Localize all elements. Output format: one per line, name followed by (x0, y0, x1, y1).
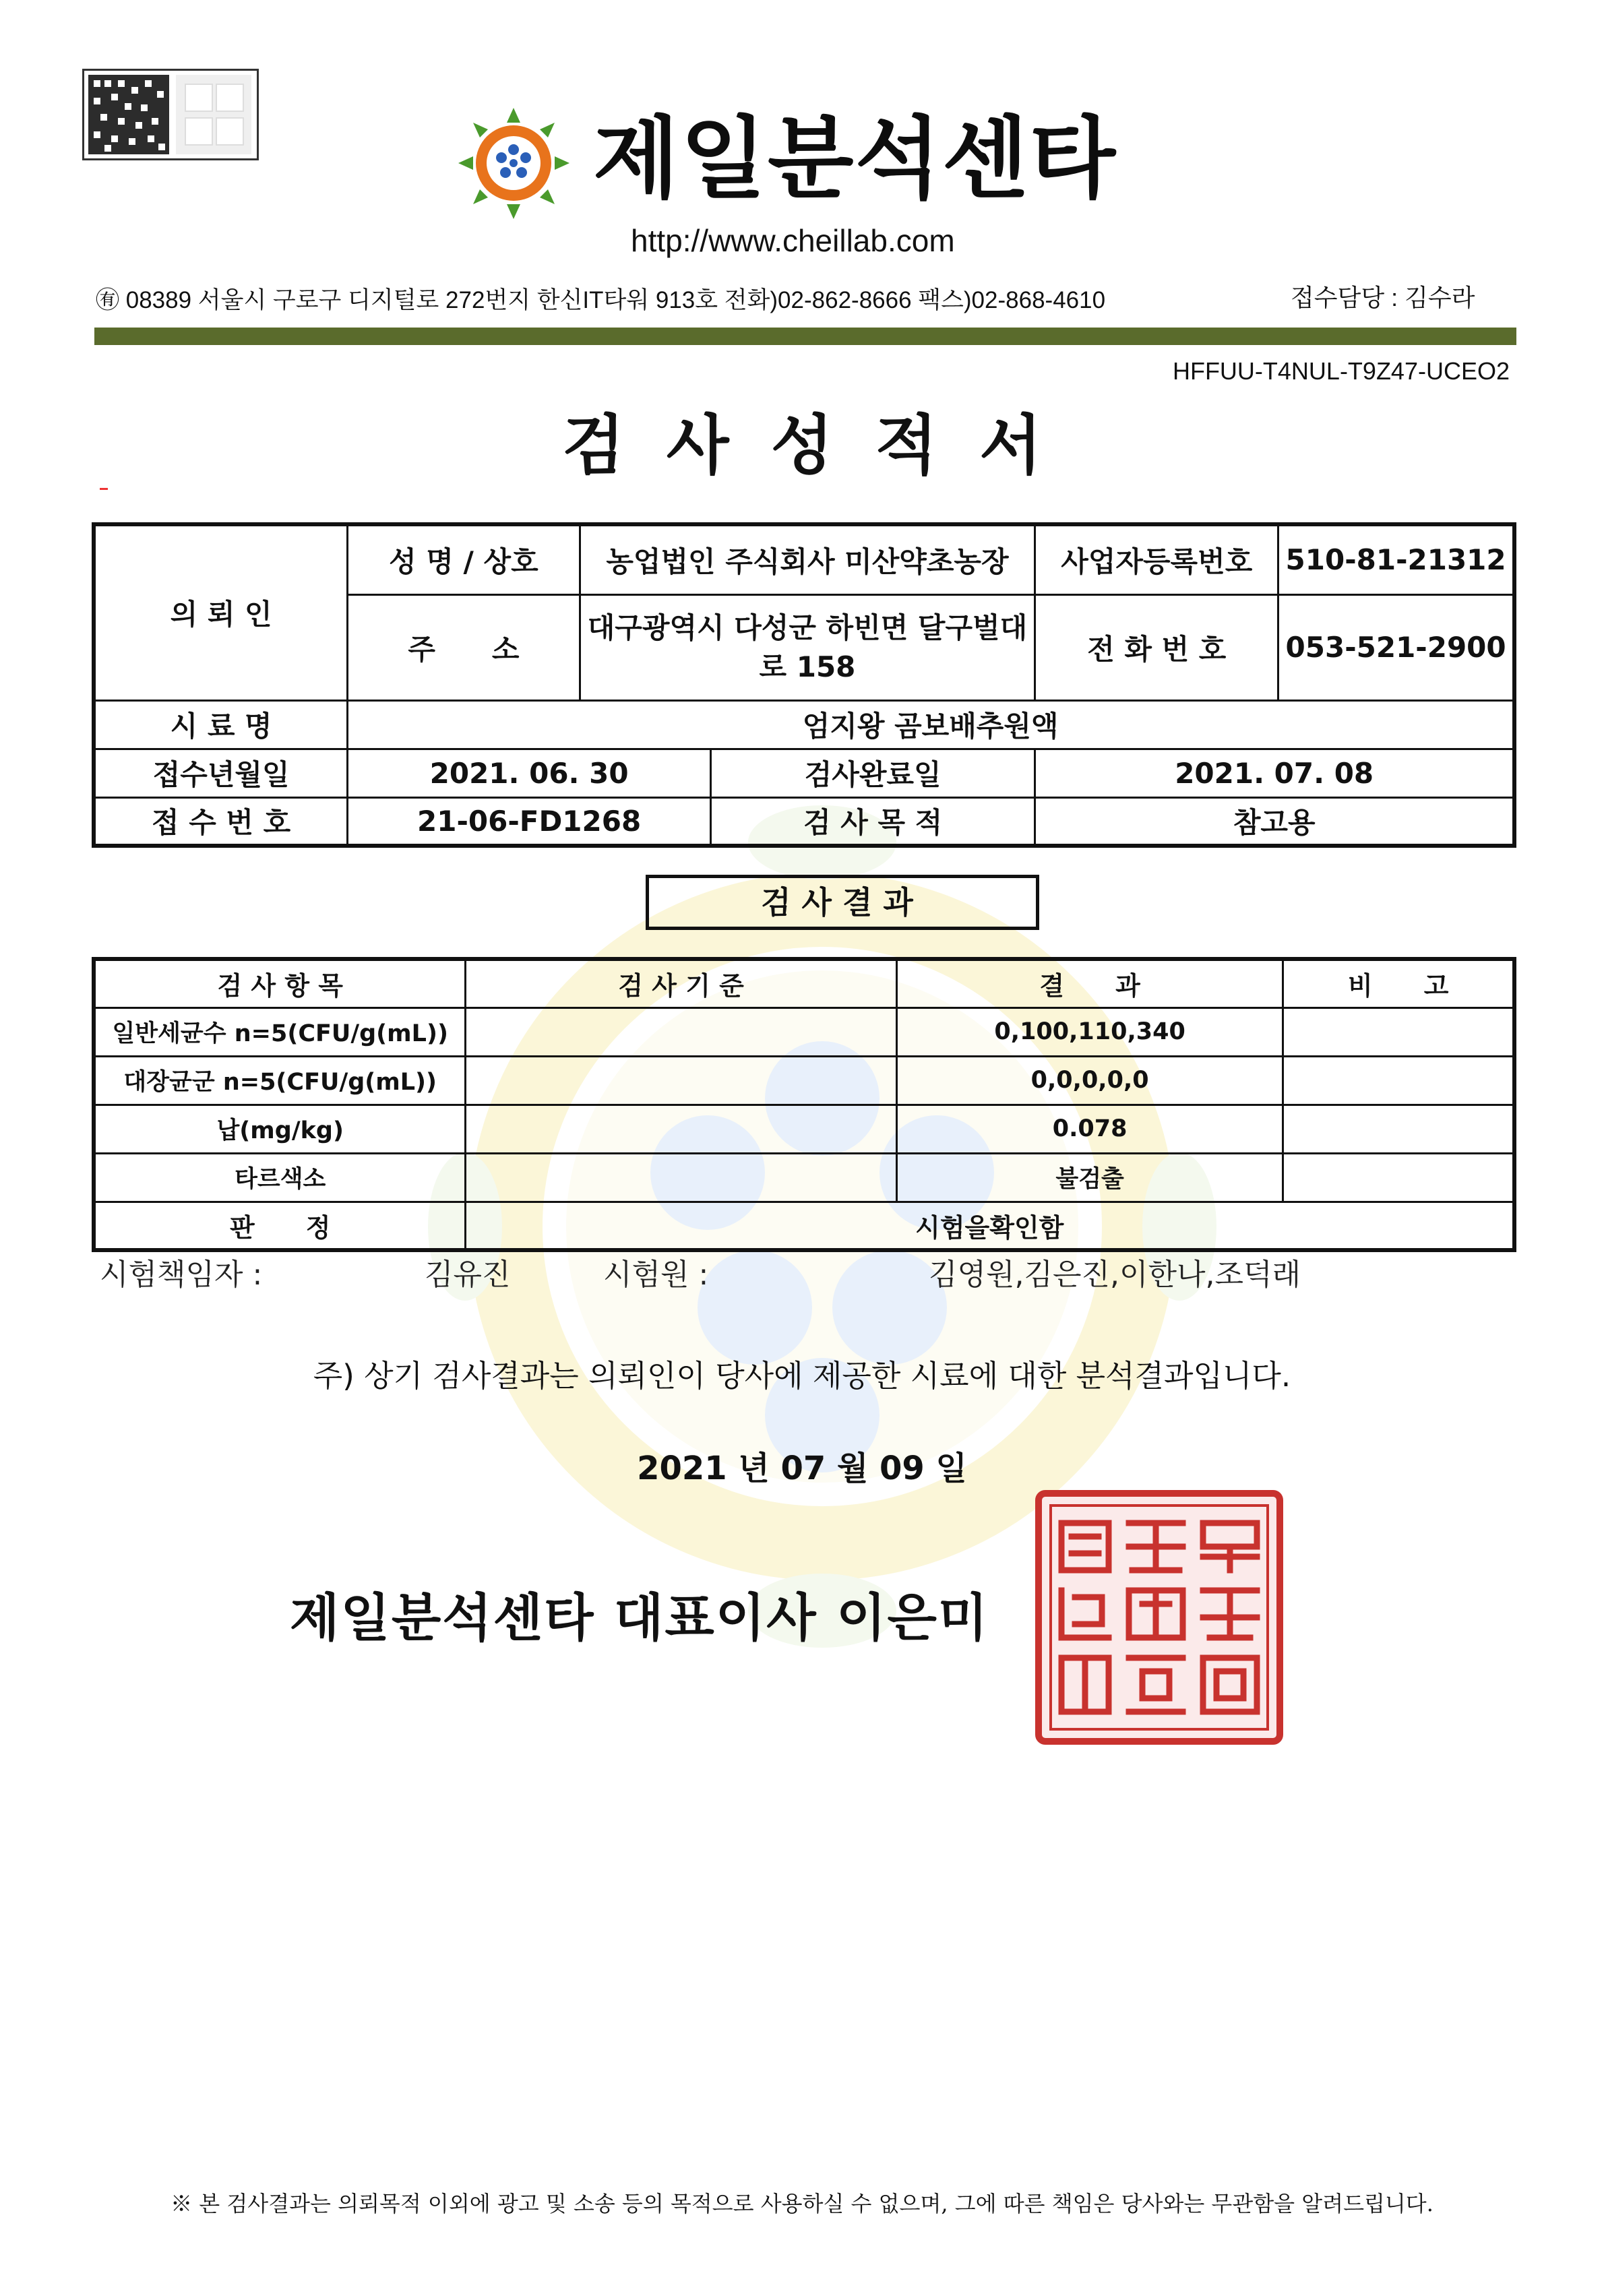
results-table (92, 957, 1516, 1252)
row-remark (1283, 1153, 1514, 1202)
row-standard (466, 1153, 896, 1202)
row-item: 타르색소 (94, 1153, 466, 1202)
row-item: 일반세균수 n=5(CFU/g(mL)) (94, 1007, 466, 1056)
footer-disclaimer: ※ 본 검사결과는 의뢰목적 이외에 광고 및 소송 등의 목적으로 사용하실 수 없으며, 그에 따른 책임은 당사와는 무관함을 알려드립니다. (171, 2191, 1433, 2216)
name-value: 농업법인 주식회사 미산약초농장 (580, 524, 1035, 594)
result-note: 주) 상기 검사결과는 의뢰인이 당사에 제공한 시료에 대한 분석결과입니다. (313, 1358, 1291, 1394)
purpose-value: 참고용 (1035, 797, 1514, 846)
staff-tester-names: 김영원,김은진,이한나,조덕래 (929, 1258, 1301, 1292)
company-logo-text: 제일분석센타 (593, 107, 1117, 211)
address-label: 주 소 (348, 594, 580, 700)
received-value: 2021. 06. 30 (348, 749, 711, 797)
row-standard (466, 1056, 896, 1105)
client-info-table (92, 522, 1516, 848)
name-label: 성 명 / 상호 (348, 524, 580, 594)
table-row (94, 1153, 1514, 1202)
completed-label: 검사완료일 (710, 749, 1035, 797)
bizno-value: 510-81-21312 (1278, 524, 1514, 594)
table-row (94, 1105, 1514, 1153)
purpose-label: 검 사 목 적 (710, 797, 1035, 846)
verdict-value: 시험을확인함 (466, 1202, 1514, 1250)
row-item: 납(mg/kg) (94, 1105, 466, 1153)
sample-value: 엄지왕 곰보배추원액 (348, 700, 1514, 749)
header-standard: 검 사 기 준 (466, 959, 896, 1007)
header-divider (94, 328, 1516, 345)
header-remark: 비 고 (1283, 959, 1514, 1007)
table-row (94, 1056, 1514, 1105)
client-label: 의 뢰 인 (94, 524, 348, 700)
chief-tester-name: 김유진 (425, 1258, 511, 1292)
page-title: 검사성적서 (562, 408, 1084, 483)
sample-label: 시 료 명 (94, 700, 348, 749)
receipt-no-value: 21-06-FD1268 (348, 797, 711, 846)
document-code: HFFUU-T4NUL-T9Z47-UCEO2 (1172, 357, 1510, 385)
address-line-2: 로 158 (759, 650, 856, 683)
issue-date: 2021 년 07 월 09 일 (637, 1450, 967, 1487)
flower-logo-icon (458, 108, 569, 219)
receipt-no-label: 접 수 번 호 (94, 797, 348, 846)
phone-label: 전 화 번 호 (1035, 594, 1278, 700)
company-url[interactable]: http://www.cheillab.com (631, 223, 955, 258)
results-header-row (94, 959, 1514, 1007)
table-row (94, 1007, 1514, 1056)
receiver-name: 접수담당 : 김수라 (1291, 284, 1475, 311)
chief-tester-label: 시험책임자 : (100, 1258, 263, 1292)
row-remark (1283, 1007, 1514, 1056)
bizno-label: 사업자등록번호 (1035, 524, 1278, 594)
staff-tester-label: 시험원 : (603, 1258, 709, 1292)
company-address: ㊒ 08389 서울시 구로구 디지털로 272번지 한신IT타워 913호 전화)02-862-8666 팩스)02-868-4610 (96, 287, 1106, 313)
signature-line: 제일분석센타 대표이사 이은미 (290, 1588, 989, 1648)
row-standard (466, 1105, 896, 1153)
header-item: 검 사 항 목 (94, 959, 466, 1007)
address-line-1: 대구광역시 다성군 하빈면 달구벌대 (587, 611, 1028, 644)
row-remark (1283, 1056, 1514, 1105)
row-result: 0,100,110,340 (896, 1007, 1283, 1056)
verdict-label: 판 정 (94, 1202, 466, 1250)
row-standard (466, 1007, 896, 1056)
verdict-row (94, 1202, 1514, 1250)
row-result: 불검출 (896, 1153, 1283, 1202)
phone-value: 053-521-2900 (1278, 594, 1514, 700)
row-item: 대장균군 n=5(CFU/g(mL)) (94, 1056, 466, 1105)
company-seal (1035, 1489, 1284, 1745)
red-mark (100, 488, 108, 490)
row-result: 0.078 (896, 1105, 1283, 1153)
received-label: 접수년월일 (94, 749, 348, 797)
address-value (580, 594, 1035, 700)
qr-code-icon (82, 69, 259, 160)
completed-value: 2021. 07. 08 (1035, 749, 1514, 797)
header-result: 결 과 (896, 959, 1283, 1007)
row-result: 0,0,0,0,0 (896, 1056, 1283, 1105)
row-remark (1283, 1105, 1514, 1153)
results-title: 검사결과 (646, 875, 1039, 930)
